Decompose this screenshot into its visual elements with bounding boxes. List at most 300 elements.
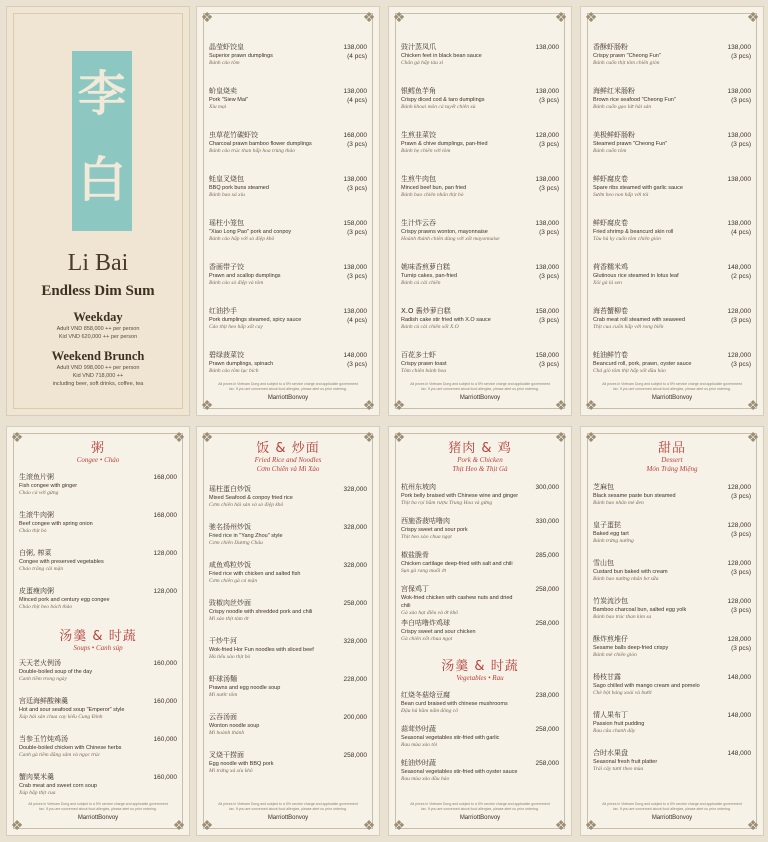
section-zh: 汤羹 & 时蔬 <box>59 629 137 644</box>
list-item <box>401 691 559 725</box>
item-price: 138,000 <box>535 220 559 227</box>
item-price: 138,000 <box>535 264 559 271</box>
item-zh: 生煎牛肉包 <box>401 175 436 183</box>
item-vi: Bánh cuốn gạo lứt hải sản <box>593 104 652 110</box>
item-vi: Xíu mại <box>209 104 227 110</box>
item-vi: Xôi gà lá sen <box>593 280 622 286</box>
section-en: Pork & Chicken <box>457 456 503 464</box>
section-en: Soups • Canh súp <box>73 644 123 652</box>
item-vi: Bánh củ cải chiên xốt X.O <box>401 324 459 330</box>
item-zh: X.O 酱炒萝白糕 <box>401 307 451 315</box>
item-en: Crispy prawn toast <box>401 361 447 367</box>
item-zh: 宫廷海鲜酸辣羹 <box>19 697 68 705</box>
footer-note: All prices in Vietnam Dong and subject to a 5% service charge and applicable government tax. If you are concerned about food allergies, please alert us prior ordering. <box>218 382 358 391</box>
item-vi: Bánh bao nướng nhân bơ sữa <box>593 576 659 582</box>
item-en: Double-boiled chicken with Chinese herbs <box>19 745 122 751</box>
item-zh: 虾球汤麵 <box>209 675 237 683</box>
list-item <box>593 307 751 351</box>
item-vi: Trái cây tươi theo mùa <box>593 766 644 772</box>
item-en: Sago chilled with mango cream and pomelo <box>593 683 700 689</box>
item-vi: Thịt heo xào chua ngọt <box>401 534 452 540</box>
list-item <box>209 175 367 219</box>
list-item <box>593 483 751 521</box>
list-item <box>593 43 751 87</box>
list-item <box>593 711 751 749</box>
item-price: 148,000 <box>727 712 751 719</box>
brunch-kid: Kid VND 718,000 ++ <box>72 373 124 379</box>
item-en: Beef congee with spring onion <box>19 521 93 527</box>
list-item <box>209 637 367 675</box>
item-en: Pork belly braised with Chinese wine and ginger <box>401 493 519 499</box>
item-zh: 晶莹虾饺皇 <box>209 43 244 51</box>
item-zh: 鲜虾腐皮卷 <box>593 175 628 183</box>
ornament-icon: ❖ <box>200 429 214 445</box>
page-footer <box>389 802 571 821</box>
item-vi: Canh tiềm trong ngày <box>19 676 67 682</box>
item-zh: 情人果布丁 <box>593 711 628 719</box>
section-en: Dessert <box>661 456 683 464</box>
item-zh: 鲜虾腐皮卷 <box>593 219 628 227</box>
item-price: 148,000 <box>727 750 751 757</box>
ornament-icon: ❖ <box>10 817 24 833</box>
page-footer <box>197 382 379 401</box>
ornament-icon: ❖ <box>362 397 376 413</box>
item-price: 328,000 <box>343 486 367 493</box>
ornament-icon: ❖ <box>554 397 568 413</box>
item-pcs: (3 pcs) <box>347 141 367 148</box>
list-item <box>209 485 367 523</box>
item-en: Sesame balls deep-fried crispy <box>593 645 669 651</box>
list-item <box>593 521 751 559</box>
item-pcs: (3 pcs) <box>539 361 559 368</box>
section-header-dessert <box>581 437 763 474</box>
item-zh: 芝麻包 <box>593 483 614 491</box>
item-en: Minced pork and century egg congee <box>19 597 110 603</box>
item-en: Wok-fried Hor Fun noodles with sliced beef <box>209 647 314 653</box>
item-price: 258,000 <box>343 600 367 607</box>
item-en: Glutinous rice steamed in lotus leaf <box>593 273 679 279</box>
item-vi: Chân gà hấp tàu xì <box>401 60 444 66</box>
item-vi: Bánh cuốn tôm <box>593 148 627 154</box>
item-en: Chicken feet in black bean sauce <box>401 53 482 59</box>
item-vi: Gà chiên xốt chua ngọt <box>401 636 453 642</box>
item-pcs: (3 pcs) <box>539 185 559 192</box>
section-zh: 粥 <box>90 441 105 456</box>
item-en: Seasonal fresh fruit platter <box>593 759 658 765</box>
item-zh: 香酥虾肠粉 <box>593 43 628 51</box>
page-footer <box>197 802 379 821</box>
calligraphy-panel <box>72 51 132 231</box>
item-vi: Rau mùa xào dầu hào <box>401 776 450 782</box>
calligraphy-char-2: 白 <box>77 152 126 208</box>
list-item <box>401 759 559 793</box>
list-item <box>401 219 559 263</box>
item-price: 138,000 <box>343 44 367 51</box>
item-zh: 荷香糯米鸡 <box>593 263 628 271</box>
item-price: 128,000 <box>153 550 177 557</box>
list-item <box>593 559 751 597</box>
section-header-rice <box>197 437 379 474</box>
rice-list <box>209 485 367 789</box>
item-pcs: (3 pcs) <box>731 493 751 500</box>
item-zh: 西施香菠咕噜肉 <box>401 517 450 525</box>
list-item <box>593 635 751 673</box>
item-zh: 蚝油鲜竹卷 <box>593 351 628 359</box>
list-item <box>19 473 177 511</box>
ornament-icon: ❖ <box>584 9 598 25</box>
footer-note: All prices in Vietnam Dong and subject to a 5% service charge and applicable government tax. If you are concerned about food allergies, please alert us prior ordering. <box>28 802 168 811</box>
marriott-bonvoy-logo: MarriottBonvoy <box>651 395 693 401</box>
item-zh: 瑶柱蛋白炒饭 <box>209 485 251 493</box>
ornament-icon: ❖ <box>172 817 186 833</box>
veg-list <box>401 691 559 793</box>
ornament-icon: ❖ <box>554 817 568 833</box>
list-item <box>209 131 367 175</box>
list-item <box>593 87 751 131</box>
item-price: 138,000 <box>727 44 751 51</box>
item-en: Crispy prawns wonton, mayonnaise <box>401 229 488 235</box>
item-zh: 红油抄手 <box>209 307 237 315</box>
cover-panel <box>6 6 190 416</box>
item-zh: 生滚牛肉粥 <box>19 511 54 519</box>
item-vi: Mì xào thịt tàm ớt <box>209 616 249 622</box>
menu-page-congee <box>6 426 190 836</box>
item-vi: Tàu hủ ky cuốn tôm chiên giòn <box>593 236 661 242</box>
list-item <box>209 307 367 351</box>
item-pcs: (3 pcs) <box>539 97 559 104</box>
item-zh: 蚝皇叉烧包 <box>209 175 244 183</box>
item-en: Seasonal vegetables stir-fried with garlic <box>401 735 500 741</box>
item-zh: 蟹肉粟米羹 <box>19 773 54 781</box>
page-footer <box>7 802 189 821</box>
item-en: Wok-fried chicken with cashew nuts and dried chili <box>401 595 513 609</box>
list-item <box>593 597 751 635</box>
item-en: Turnip cakes, pan-fried <box>401 273 458 279</box>
item-zh: 天天老火例汤 <box>19 659 61 667</box>
list-item <box>401 131 559 175</box>
marriott-bonvoy-logo: MarriottBonvoy <box>77 815 119 821</box>
ornament-icon: ❖ <box>392 429 406 445</box>
item-price: 128,000 <box>727 636 751 643</box>
ornament-icon: ❖ <box>362 817 376 833</box>
item-vi: Xúp hải sản chua cay kiểu Cung Đình <box>19 714 103 720</box>
item-zh: 蚧皇烧卖 <box>209 87 237 95</box>
item-price: 168,000 <box>153 474 177 481</box>
item-vi: Bánh cuốn thịt tôm chiên giòn <box>593 60 660 66</box>
item-vi: Bánh trứng nướng <box>593 538 634 544</box>
list-item <box>401 263 559 307</box>
item-pcs: (3 pcs) <box>731 607 751 614</box>
ornament-icon: ❖ <box>10 429 24 445</box>
cover-subtitle: Endless Dim Sum <box>41 283 155 299</box>
item-en: Chicken cartilage deep-fried with salt and chili <box>401 561 513 567</box>
list-item <box>209 713 367 751</box>
item-vi: Cơm chiên hải sản và sò điệp khô <box>209 502 284 508</box>
item-zh: 蒜茸炒时蔬 <box>401 725 436 733</box>
item-pcs: (3 pcs) <box>731 531 751 538</box>
item-vi: Mì nước tôm <box>209 692 238 698</box>
ornament-icon: ❖ <box>746 429 760 445</box>
item-zh: 雪山包 <box>593 559 614 567</box>
list-item <box>19 659 177 697</box>
menu-page-2 <box>388 6 572 416</box>
ornament-icon: ❖ <box>392 9 406 25</box>
section-vi: Món Tráng Miệng <box>646 465 698 473</box>
item-price: 138,000 <box>727 176 751 183</box>
item-zh: 叉烧干捞面 <box>209 751 244 759</box>
item-price: 258,000 <box>343 752 367 759</box>
item-zh: 白粥, 榨菜 <box>19 549 52 557</box>
marriott-bonvoy-logo: MarriottBonvoy <box>267 395 309 401</box>
ornament-icon: ❖ <box>554 9 568 25</box>
item-en: Superior prawn dumplings <box>209 53 273 59</box>
item-price: 148,000 <box>343 352 367 359</box>
item-pcs: (3 pcs) <box>539 273 559 280</box>
brunch-block <box>7 349 189 388</box>
list-item <box>209 87 367 131</box>
item-vi: Bánh mè chiên giòn <box>593 652 637 658</box>
item-vi: Rau câu chanh dây <box>593 728 636 734</box>
brand-name: Li Bai <box>67 250 129 276</box>
item-vi: Bánh bao chiên nhân thịt bò <box>401 192 464 198</box>
ornament-icon: ❖ <box>392 817 406 833</box>
section-en: Congee • Cháo <box>76 456 120 464</box>
item-price: 160,000 <box>153 698 177 705</box>
ornament-icon: ❖ <box>362 429 376 445</box>
item-price: 168,000 <box>343 132 367 139</box>
item-en: Prawn & chive dumplings, pan-fried <box>401 141 488 147</box>
item-price: 128,000 <box>535 132 559 139</box>
item-pcs: (3 pcs) <box>731 361 751 368</box>
section-zh: 甜品 <box>657 441 686 456</box>
ornament-icon: ❖ <box>554 429 568 445</box>
marriott-bonvoy-logo: MarriottBonvoy <box>651 815 693 821</box>
item-price: 300,000 <box>535 484 559 491</box>
item-en: Beancurd roll, pork, prawn, oyster sauce <box>593 361 692 367</box>
item-zh: 竹炭流沙包 <box>593 597 628 605</box>
item-vi: Cháo thịt heo bách thảo <box>19 604 73 610</box>
item-zh: 虫草花竹碳虾饺 <box>209 131 258 139</box>
menu-page-dessert <box>580 426 764 836</box>
list-item <box>19 735 177 773</box>
item-en: Crab meat roll steamed with seaweed <box>593 317 686 323</box>
item-zh: 银鳕鱼芋角 <box>401 87 436 95</box>
item-vi: Cháo cá với gừng <box>19 490 59 496</box>
item-pcs: (4 pcs) <box>347 97 367 104</box>
ornament-icon: ❖ <box>200 817 214 833</box>
item-price: 328,000 <box>343 524 367 531</box>
item-zh: 杭州东坡肉 <box>401 483 436 491</box>
list-item <box>401 619 559 653</box>
weekday-kid: Kid VND 620,000 ++ per person <box>58 334 138 340</box>
item-pcs: (3 pcs) <box>731 317 751 324</box>
item-pcs: (3 pcs) <box>731 645 751 652</box>
item-en: Prawn and scallop dumplings <box>209 273 281 279</box>
list-item <box>401 87 559 131</box>
item-pcs: (3 pcs) <box>539 229 559 236</box>
list-item <box>209 523 367 561</box>
item-price: 128,000 <box>727 352 751 359</box>
item-en: Egg noodle with BBQ pork <box>209 761 274 767</box>
item-en: Fried rice with chicken and salted fish <box>209 571 301 577</box>
list-item <box>401 585 559 619</box>
dim-sum-list <box>209 43 367 395</box>
item-zh: 姚味香煎萝白糕 <box>401 263 450 271</box>
marriott-bonvoy-logo: MarriottBonvoy <box>459 815 501 821</box>
item-vi: Bánh cảo trúc than hấp hoa trùng thảo <box>209 148 296 154</box>
ornament-icon: ❖ <box>362 9 376 25</box>
list-item <box>401 307 559 351</box>
item-zh: 生汁炸云吞 <box>401 219 436 227</box>
list-item <box>209 43 367 87</box>
item-en: Seasonal vegetables stir-fried with oyster sauce <box>401 769 518 775</box>
item-zh: 皮蛋瘦肉粥 <box>19 587 54 595</box>
item-zh: 豉椒肉丝炒面 <box>209 599 251 607</box>
section-header-veg <box>389 655 571 683</box>
list-item <box>19 549 177 587</box>
item-price: 138,000 <box>535 88 559 95</box>
item-vi: Bánh bao trúc than kim sa <box>593 614 652 620</box>
item-price: 285,000 <box>535 552 559 559</box>
item-en: Spare ribs steamed with garlic sauce <box>593 185 683 191</box>
item-pcs: (3 pcs) <box>731 141 751 148</box>
brunch-adult: Adult VND 998,000 ++ per person <box>56 365 140 371</box>
item-en: Wonton noodle soup <box>209 723 260 729</box>
list-item <box>401 175 559 219</box>
item-vi: Bánh bao nhân mè đen <box>593 500 644 506</box>
item-vi: Bánh cảo tôm <box>209 60 240 66</box>
ornament-icon: ❖ <box>746 397 760 413</box>
item-price: 330,000 <box>535 518 559 525</box>
item-pcs: (4 pcs) <box>731 229 751 236</box>
item-zh: 椒盐脆骨 <box>401 551 429 559</box>
footer-note: All prices in Vietnam Dong and subject to a 5% service charge and applicable government tax. If you are concerned about food allergies, please alert us prior ordering. <box>218 802 358 811</box>
section-header-congee <box>7 437 189 465</box>
item-price: 128,000 <box>727 560 751 567</box>
item-price: 238,000 <box>535 692 559 699</box>
item-en: Crispy diced cod & taro dumplings <box>401 97 485 103</box>
item-vi: Chè bột báng xoài và bưởi <box>593 690 652 696</box>
item-vi: Rau mùa xào tỏi <box>401 742 438 748</box>
item-zh: 海鲜红米肠粉 <box>593 87 635 95</box>
list-item <box>593 219 751 263</box>
list-item <box>209 751 367 789</box>
item-en: Mixed Seafood & conpoy fried rice <box>209 495 293 501</box>
item-pcs: (3 pcs) <box>539 141 559 148</box>
brunch-title: Weekend Brunch <box>51 349 145 363</box>
item-price: 158,000 <box>343 220 367 227</box>
item-en: Baked egg tart <box>593 531 629 537</box>
item-zh: 生滚鱼片粥 <box>19 473 54 481</box>
dim-sum-list <box>401 43 559 395</box>
dessert-list <box>593 483 751 787</box>
item-vi: Bánh cảo hấp với sò điệp khô <box>209 236 275 242</box>
item-zh: 宫保鸡丁 <box>401 585 429 593</box>
item-pcs: (3 pcs) <box>347 361 367 368</box>
list-item <box>209 263 367 307</box>
ornament-icon: ❖ <box>746 817 760 833</box>
pork-list <box>401 483 559 653</box>
list-item <box>209 219 367 263</box>
item-pcs: (3 pcs) <box>731 97 751 104</box>
item-vi: Canh gà tiềm đẳng sâm và ngọc trúc <box>19 752 101 758</box>
list-item <box>593 749 751 787</box>
item-zh: 美极鲜虾肠粉 <box>593 131 635 139</box>
calligraphy-char-1: 李 <box>77 66 126 122</box>
item-en: Fried rice in "Yang Zhou" style <box>209 533 283 539</box>
item-en: Bean curd braised with chinese mushrooms <box>401 701 508 707</box>
section-vi: Cơm Chiên và Mì Xào <box>256 465 320 473</box>
item-en: Pork "Siew Mai" <box>209 97 249 103</box>
item-en: Crab meat and sweet corn soup <box>19 783 97 789</box>
item-price: 138,000 <box>727 132 751 139</box>
footer-note: All prices in Vietnam Dong and subject to a 5% service charge and applicable government tax. If you are concerned about food allergies, please alert us prior ordering. <box>602 382 742 391</box>
page-footer <box>581 382 763 401</box>
ornament-icon: ❖ <box>200 9 214 25</box>
item-vi: Tôm chiên bánh hoa <box>401 368 447 374</box>
item-price: 138,000 <box>727 88 751 95</box>
item-en: Steamed prawn "Cheong Fun" <box>593 141 668 147</box>
item-vi: Hủ tiếu xào thịt bò <box>209 654 251 660</box>
weekday-adult: Adult VND 858,000 ++ per person <box>56 326 140 332</box>
item-en: Brown rice seafood "Cheong Fun" <box>593 97 676 103</box>
item-price: 148,000 <box>727 264 751 271</box>
item-vi: Gà xào hạt điều và ớt khô <box>401 610 459 616</box>
item-price: 138,000 <box>343 264 367 271</box>
item-en: Hot and sour seafood soup "Emperor" style <box>19 707 125 713</box>
marriott-bonvoy-logo: MarriottBonvoy <box>267 815 309 821</box>
list-item <box>19 697 177 735</box>
item-vi: Cháo trắng cải mặn <box>19 566 64 572</box>
menu-page-3 <box>580 6 764 416</box>
item-vi: Sườn heo non hấp với tỏi <box>593 192 649 198</box>
section-header-pork <box>389 437 571 474</box>
weekday-block <box>7 310 189 341</box>
item-pcs: (3 pcs) <box>347 273 367 280</box>
item-zh: 皇子蛋挞 <box>593 521 621 529</box>
item-vi: Chả giò tôm thịt hấp xốt dầu hào <box>593 368 666 374</box>
menu-page-rice <box>196 426 380 836</box>
item-price: 148,000 <box>727 674 751 681</box>
item-zh: 咸鱼鸡粒炒饭 <box>209 561 251 569</box>
item-price: 258,000 <box>535 620 559 627</box>
item-price: 128,000 <box>727 522 751 529</box>
item-en: Minced beef bun, pan fried <box>401 185 467 191</box>
item-price: 258,000 <box>535 760 559 767</box>
item-en: Black sesame paste bun steamed <box>593 493 676 499</box>
brunch-includes: including beer, soft drinks, coffee, tea <box>52 381 144 387</box>
item-price: 160,000 <box>153 660 177 667</box>
item-en: Pork dumplings steamed, spicy sauce <box>209 317 302 323</box>
item-pcs: (3 pcs) <box>347 185 367 192</box>
item-zh: 当参玉竹炖鸡汤 <box>19 735 68 743</box>
item-en: Bamboo charcoal bun, salted egg yolk <box>593 607 687 613</box>
ornament-icon: ❖ <box>584 397 598 413</box>
item-zh: 豉汁蒸凤爪 <box>401 43 436 51</box>
item-price: 228,000 <box>343 676 367 683</box>
item-en: Charcoal prawn bamboo flower dumplings <box>209 141 312 147</box>
item-zh: 生煎韭菜饺 <box>401 131 436 139</box>
ornament-icon: ❖ <box>584 429 598 445</box>
item-zh: 红烧冬菇焓豆腐 <box>401 691 450 699</box>
list-item <box>209 675 367 713</box>
item-price: 200,000 <box>343 714 367 721</box>
list-item <box>593 673 751 711</box>
item-vi: Bánh bao xá xíu <box>209 192 245 198</box>
item-price: 258,000 <box>535 726 559 733</box>
menu-page-pork <box>388 426 572 836</box>
item-pcs: (3 pcs) <box>347 229 367 236</box>
